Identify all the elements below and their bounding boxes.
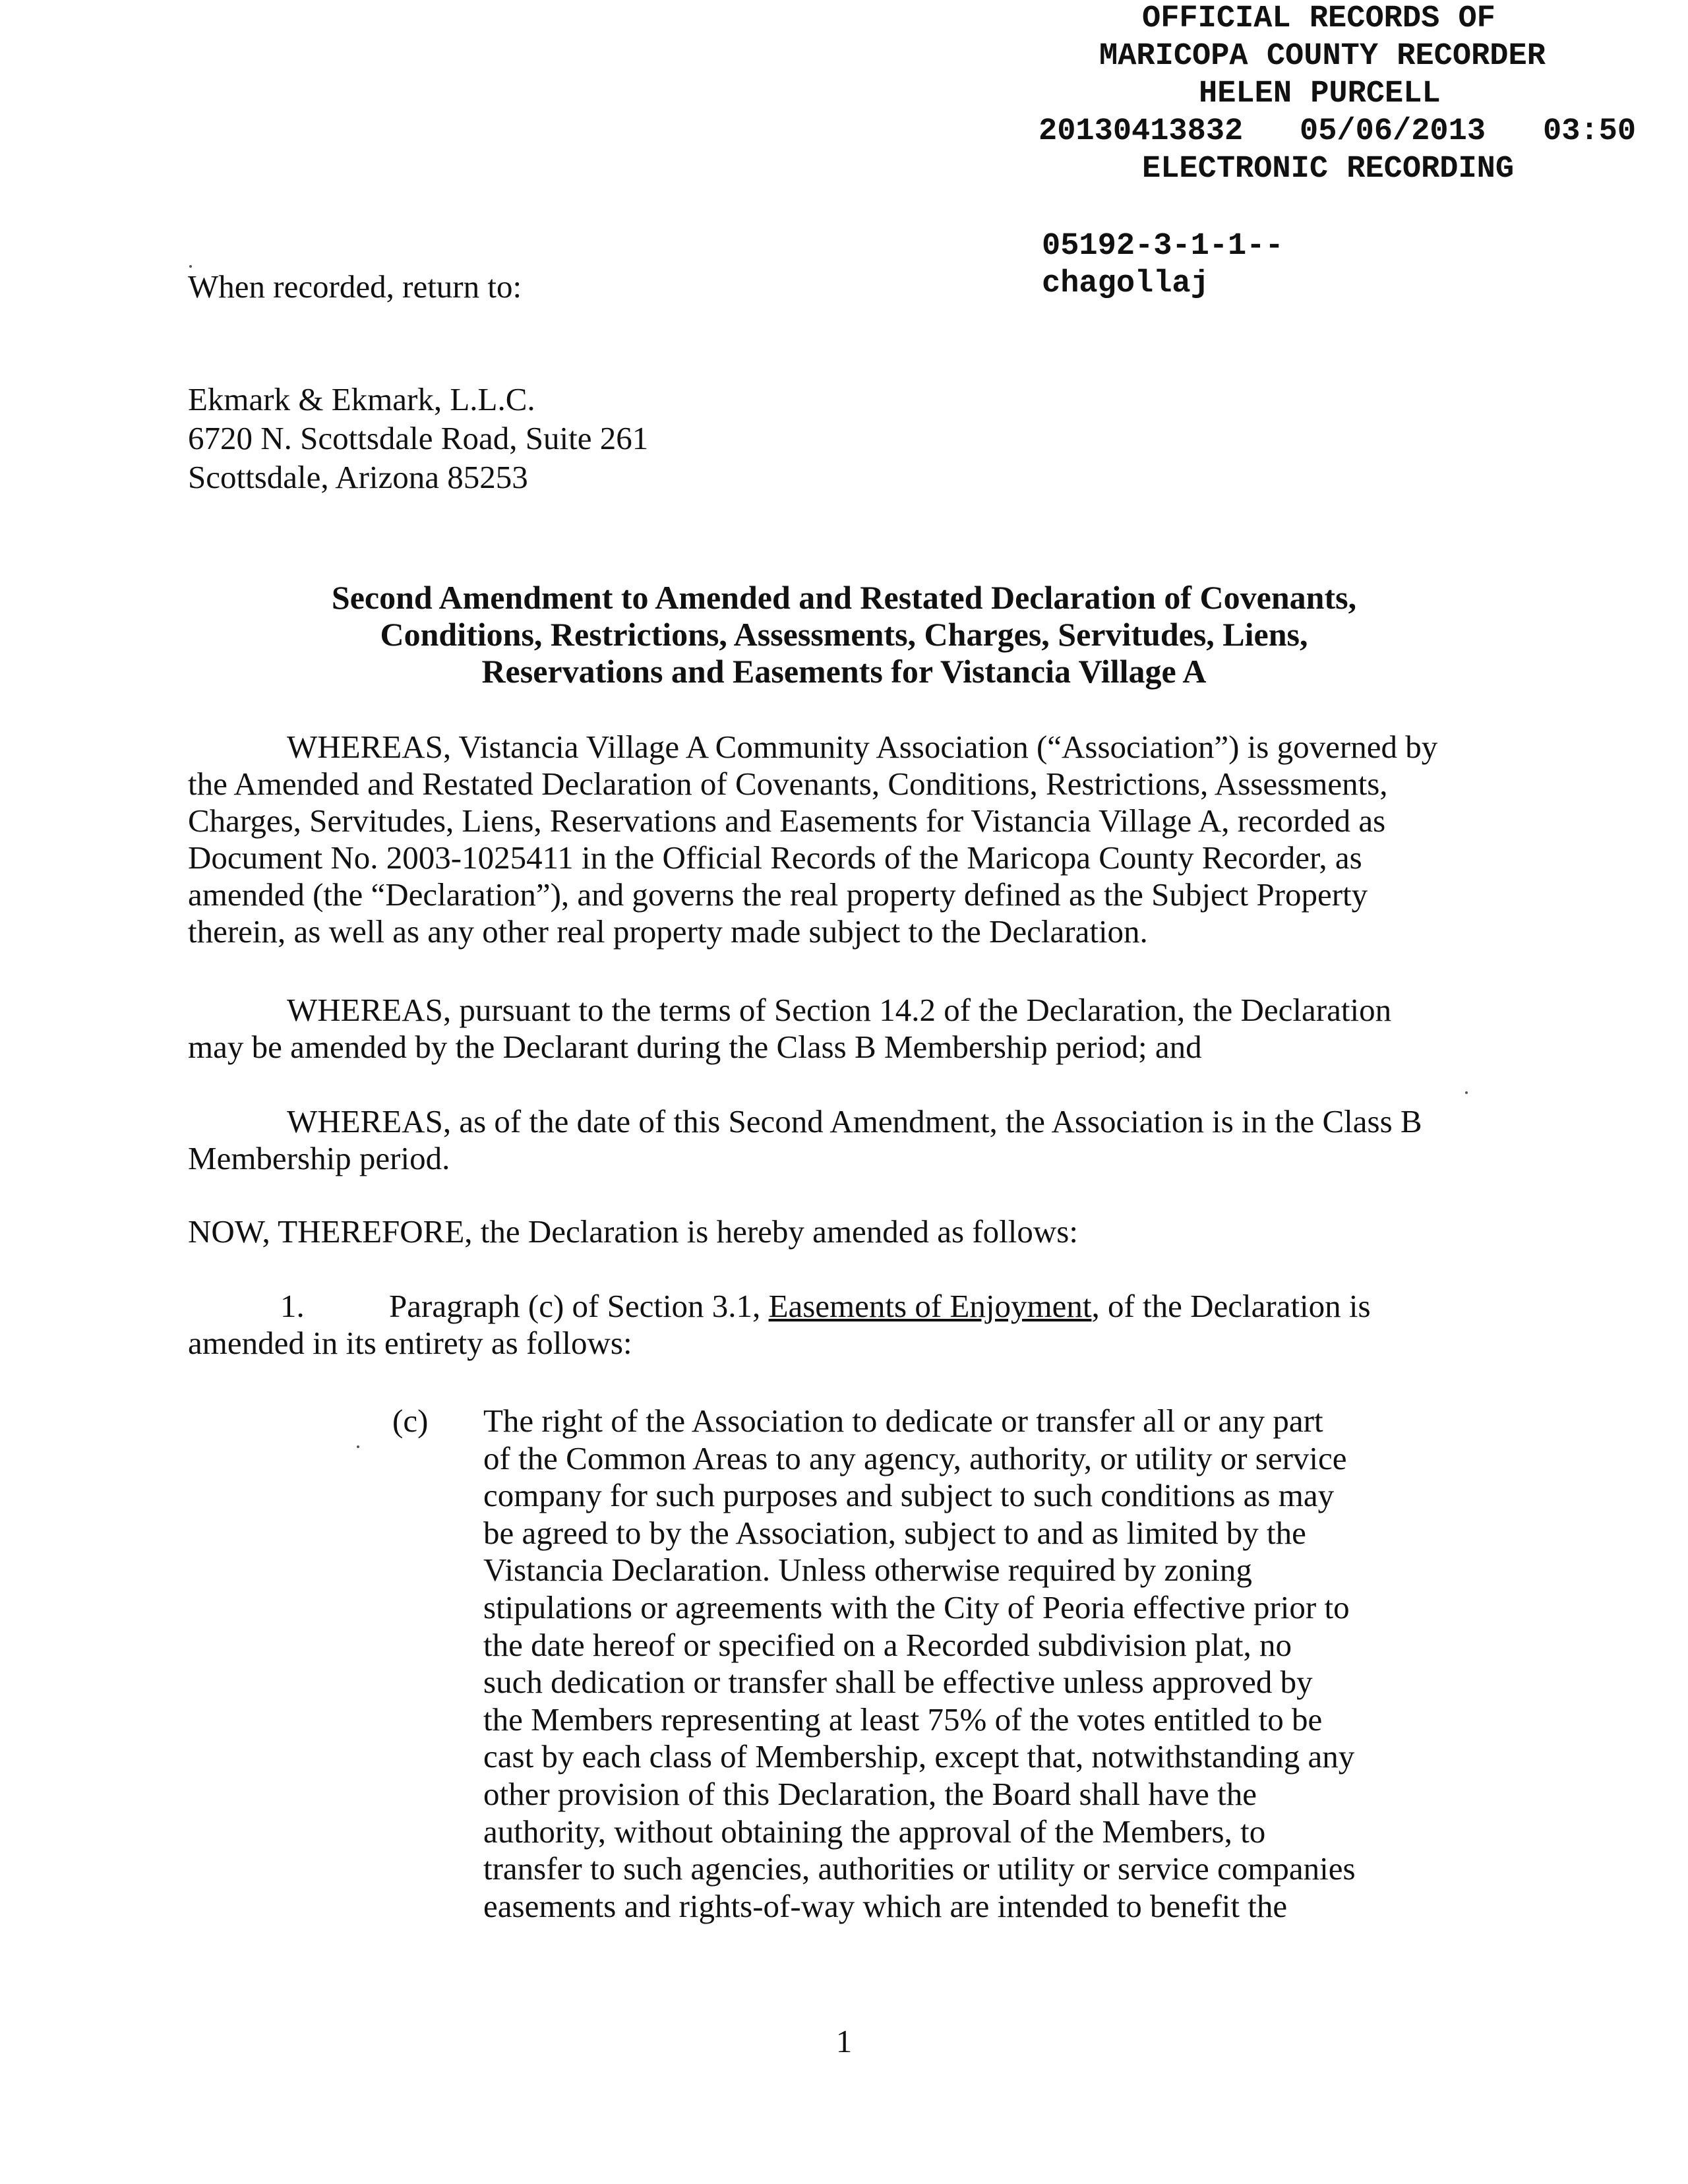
sub-paragraph-c-text xyxy=(483,1403,1393,1925)
item1-number: 1. xyxy=(280,1288,305,1324)
item1-underlined-section-title: Easements of Enjoyment xyxy=(768,1288,1092,1324)
document-title xyxy=(188,579,1500,690)
return-street: 6720 N. Scottsdale Road, Suite 261 xyxy=(188,420,649,456)
whereas1-line-1: WHEREAS, Vistancia Village A Community Association (“Association”) is governed by xyxy=(287,729,1438,765)
sub-c-line: The right of the Association to dedicate or transfer all or any part xyxy=(483,1403,1323,1439)
sub-c-line: stipulations or agreements with the City of Peoria effective prior to xyxy=(483,1589,1350,1625)
sub-paragraph-label: (c) xyxy=(392,1403,429,1439)
whereas2-line-1: WHEREAS, pursuant to the terms of Section 14.2 of the Declaration, the Declaration xyxy=(287,992,1392,1028)
now-therefore-paragraph xyxy=(188,1213,1500,1250)
item1-text-before: Paragraph (c) of Section 3.1, xyxy=(389,1288,769,1324)
stamp-line-1: OFFICIAL RECORDS OF xyxy=(1142,1,1495,36)
sub-c-line: company for such purposes and subject to such conditions as may xyxy=(483,1477,1335,1514)
amendment-item-1 xyxy=(188,1288,1500,1362)
title-line-1: Second Amendment to Amended and Restated Declaration of Covenants, xyxy=(331,579,1357,616)
scan-speck xyxy=(357,1445,359,1448)
sub-c-line: transfer to such agencies, authorities or utility or service companies xyxy=(483,1850,1356,1887)
sub-c-line: such dedication or transfer shall be effective unless approved by xyxy=(483,1664,1313,1701)
page-number: 1 xyxy=(835,2023,853,2059)
whereas3-line-2: Membership period. xyxy=(188,1140,450,1176)
return-to-label: When recorded, return to: xyxy=(188,268,522,305)
sub-c-line: easements and rights-of-way which are intended to benefit the xyxy=(483,1887,1288,1924)
title-line-3: Reservations and Easements for Vistancia Village A xyxy=(481,653,1207,690)
item1-text-after: , of the Declaration is xyxy=(1091,1288,1371,1324)
stamp-time: 03:50 xyxy=(1543,114,1637,149)
sub-c-line: Vistancia Declaration. Unless otherwise required by zoning xyxy=(483,1552,1252,1589)
stamp-date: 05/06/2013 xyxy=(1300,114,1486,149)
whereas2-line-2: may be amended by the Declarant during the Class B Membership period; and xyxy=(188,1029,1202,1065)
return-city: Scottsdale, Arizona 85253 xyxy=(188,459,528,495)
whereas-paragraph-3 xyxy=(188,1103,1500,1177)
title-line-2: Conditions, Restrictions, Assessments, Charges, Servitudes, Liens, xyxy=(380,616,1308,653)
whereas-paragraph-2 xyxy=(188,992,1500,1066)
now-therefore-text: NOW, THEREFORE, the Declaration is hereby amended as follows: xyxy=(188,1213,1078,1250)
stamp-line-3: HELEN PURCELL xyxy=(1199,76,1441,111)
sub-c-line: of the Common Areas to any agency, authority, or utility or service xyxy=(483,1440,1347,1476)
whereas1-line-6: therein, as well as any other real property made subject to the Declaration. xyxy=(188,913,1148,950)
clerk-code-number: 05192-3-1-1-- xyxy=(1042,229,1284,264)
scan-speck xyxy=(189,265,192,268)
whereas1-line-4: Document No. 2003-1025411 in the Official Records of the Maricopa County Recorder, as xyxy=(188,839,1362,876)
stamp-document-number: 20130413832 xyxy=(1039,114,1244,149)
return-address xyxy=(188,380,648,497)
whereas1-line-2: the Amended and Restated Declaration of Covenants, Conditions, Restrictions, Assessments, xyxy=(188,766,1388,802)
clerk-user: chagollaj xyxy=(1042,266,1209,301)
scan-speck xyxy=(1465,1091,1468,1094)
item1-line-2: amended in its entirety as follows: xyxy=(188,1325,632,1361)
sub-c-line: the Members representing at least 75% of the votes entitled to be xyxy=(483,1701,1323,1738)
stamp-line-2: MARICOPA COUNTY RECORDER xyxy=(1099,39,1546,74)
stamp-line-5: ELECTRONIC RECORDING xyxy=(1142,152,1515,187)
clerk-code xyxy=(1042,228,1284,303)
sub-c-line: be agreed to by the Association, subject to and as limited by the xyxy=(483,1514,1306,1551)
return-name: Ekmark & Ekmark, L.L.C. xyxy=(188,381,535,417)
sub-c-line: the date hereof or specified on a Recorded subdivision plat, no xyxy=(483,1626,1292,1663)
whereas-paragraph-1 xyxy=(188,729,1500,950)
sub-c-line: authority, without obtaining the approval of the Members, to xyxy=(483,1813,1266,1850)
whereas1-line-5: amended (the “Declaration”), and governs the real property defined as the Subject Property xyxy=(188,876,1368,913)
sub-c-line: cast by each class of Membership, except that, notwithstanding any xyxy=(483,1738,1355,1775)
whereas1-line-3: Charges, Servitudes, Liens, Reservations and Easements for Vistancia Village A, recorded as xyxy=(188,803,1386,839)
whereas3-line-1: WHEREAS, as of the date of this Second Amendment, the Association is in the Class B xyxy=(287,1103,1422,1139)
return-to-block xyxy=(188,267,648,497)
sub-c-line: other provision of this Declaration, the Board shall have the xyxy=(483,1775,1257,1812)
